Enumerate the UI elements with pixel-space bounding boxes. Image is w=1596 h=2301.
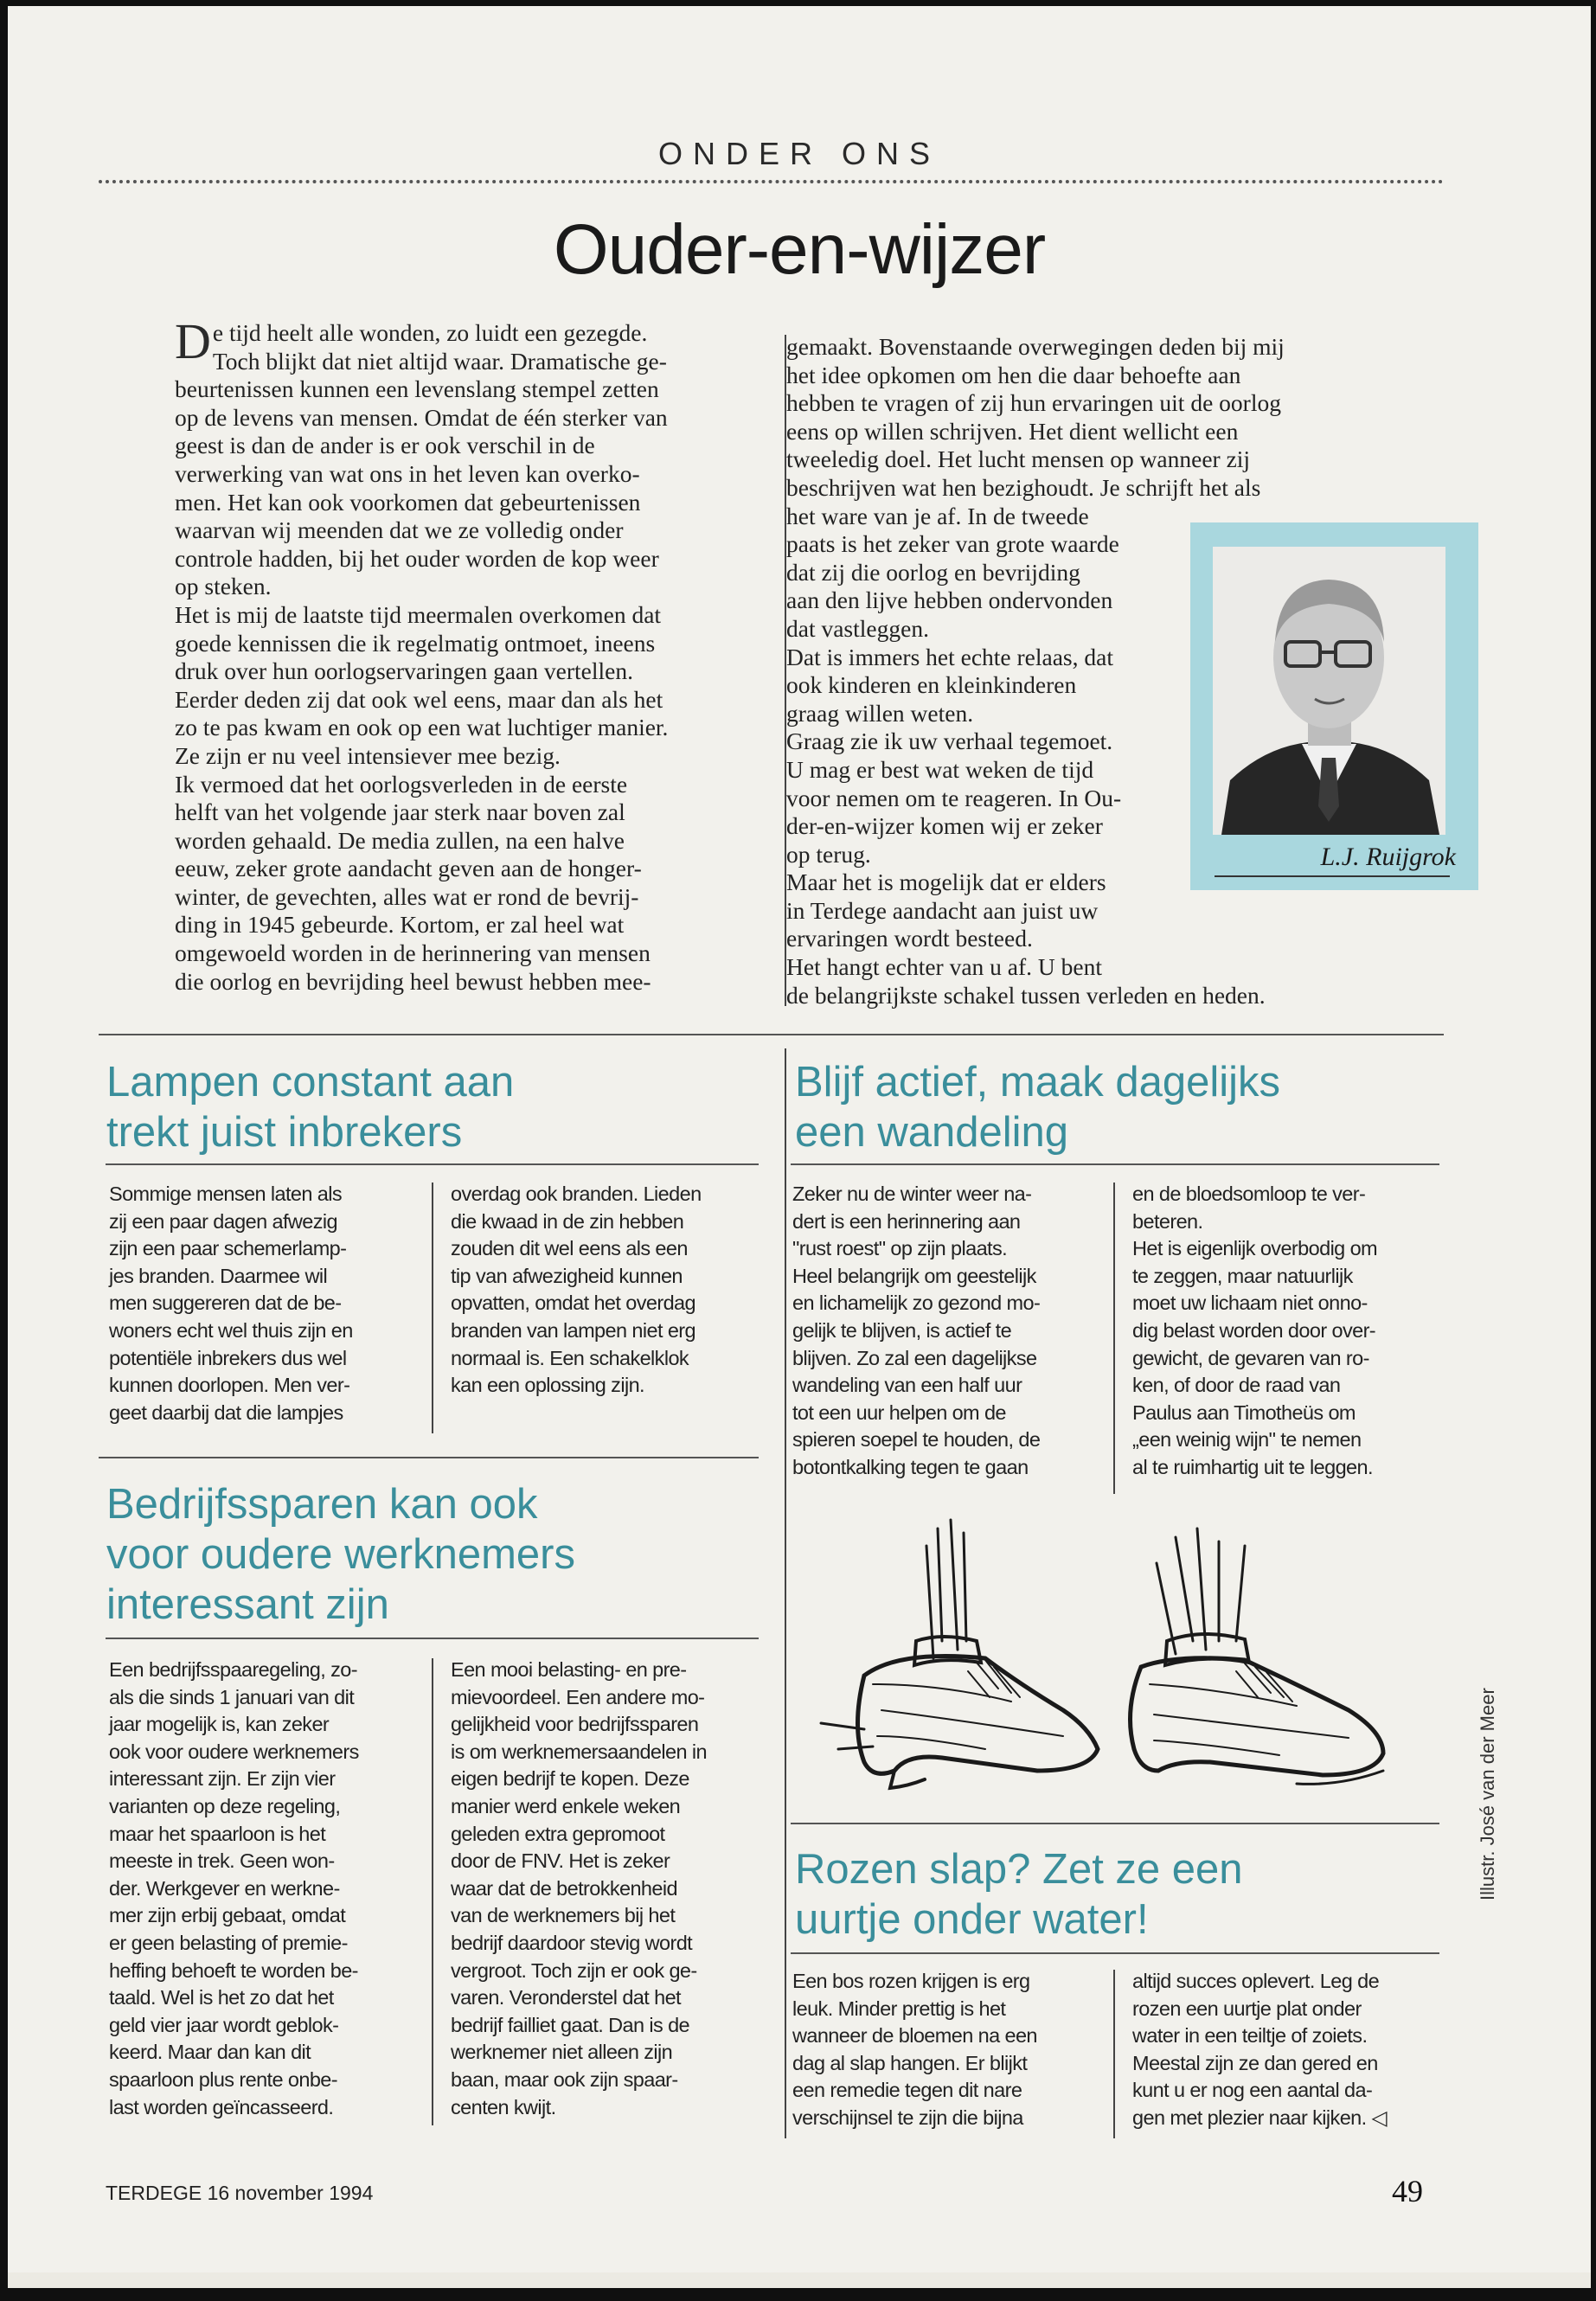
text-line: druk over hun oorlogservaringen gaan vertellen. [175, 657, 633, 685]
text-line: verwerking van wat ons in het leven kan overko- [175, 459, 640, 487]
headline-rule [791, 1163, 1439, 1165]
text-line: jes branden. Daarmee wil [109, 1264, 328, 1287]
text-line: dat zij die oorlog en bevrijding [786, 558, 1080, 586]
headline-line: trekt juist inbrekers [106, 1109, 463, 1156]
text-line: de belangrijkste schakel tussen verleden en heden. [786, 981, 1266, 1009]
column-divider [785, 1048, 786, 2138]
column-divider [1113, 1183, 1115, 1494]
text-line: overdag ook branden. Lieden [451, 1183, 702, 1205]
text-line: winter, de gevechten, alles wat er rond de bevrij- [175, 882, 639, 910]
text-line: wandeling van een half uur [792, 1374, 1022, 1397]
text-line: men. Het kan ook voorkomen dat gebeurtenissen [175, 488, 641, 516]
text-line: Sommige mensen laten als [109, 1183, 343, 1205]
text-line: waar dat de betrokkenheid [451, 1876, 677, 1900]
text-line: potentiële inbrekers dus wel [109, 1346, 347, 1369]
dotted-divider [99, 180, 1444, 183]
headline-line: uurtje onder water! [795, 1896, 1149, 1943]
text-line: gen met plezier naar kijken. ◁ [1132, 2106, 1387, 2129]
headline-line: Lampen constant aan [106, 1059, 515, 1106]
text-line: van de werknemers bij het [451, 1904, 676, 1927]
text-line: der-en-wijzer komen wij er zeker [786, 812, 1103, 840]
author-photo [1213, 547, 1445, 835]
text-line: ding in 1945 gebeurde. Kortom, er zal heel wat [175, 911, 625, 939]
text-line: altijd succes oplevert. Leg de [1132, 1970, 1380, 1992]
page-number: 49 [1392, 2174, 1423, 2208]
text-line: dat vastleggen. [786, 614, 929, 642]
text-line: gelijk te blijven, is actief te [792, 1318, 1012, 1342]
text-line: "rust roest" op zijn plaats. [792, 1237, 1008, 1260]
text-line: taald. Wel is het zo dat het [109, 1986, 334, 2009]
text-line: Een bos rozen krijgen is erg [792, 1970, 1030, 1992]
text-line: en de bloedsomloop te ver- [1132, 1183, 1366, 1205]
publication-footer: TERDEGE 16 november 1994 [106, 2182, 374, 2204]
text-line: „een weinig wijn" te nemen [1132, 1428, 1362, 1452]
text-line: op terug. [786, 840, 871, 868]
bottom-margin [8, 2272, 1591, 2288]
text-line: dig belast worden door over- [1132, 1318, 1376, 1342]
bedrijfssparen-column-1 [109, 1657, 420, 2121]
column-divider [432, 1183, 433, 1433]
headline-rule [791, 1952, 1439, 1954]
text-line: water in een teiltje of zoiets. [1132, 2024, 1368, 2048]
text-line: werknemer niet alleen zijn [451, 2041, 673, 2064]
text-line: tip van afwezigheid kunnen [451, 1264, 683, 1287]
text-line: ook kinderen en kleinkinderen [786, 671, 1077, 699]
text-line: al te ruimhartig uit te leggen. [1132, 1455, 1373, 1478]
text-line: geleden extra gepromoot [451, 1822, 665, 1845]
text-line: op steken. [175, 573, 272, 600]
headline-rule [106, 1638, 759, 1639]
text-line: zouden dit wel eens als een [451, 1237, 688, 1260]
text-line: vergroot. Toch zijn er ook ge- [451, 1958, 697, 1982]
text-line: varen. Veronderstel dat het [451, 1986, 681, 2009]
photo-caption: L.J. Ruijgrok [1320, 843, 1456, 871]
section-label: ONDER ONS [657, 136, 941, 171]
text-line: spaarloon plus rente onbe- [109, 2067, 337, 2091]
text-line: keerd. Maar dan kan dit [109, 2041, 311, 2064]
text-line: varianten op deze regeling, [109, 1794, 341, 1817]
text-line: te zeggen, maar natuurlijk [1132, 1264, 1353, 1287]
text-line: leuk. Minder prettig is het [792, 1997, 1006, 2020]
text-line: der. Werkgever en werkne- [109, 1876, 340, 1900]
text-line: controle hadden, bij het ouder worden de kop weer [175, 544, 659, 572]
headline-line: Bedrijfssparen kan ook [106, 1481, 538, 1528]
text-line: gelijkheid voor bedrijfssparen [451, 1713, 699, 1736]
text-line: eens op willen schrijven. Het dient wellicht een [786, 417, 1239, 445]
illustration-credit: Illustr. José van der Meer [1477, 1688, 1498, 1900]
text-line: geld vier jaar wordt geblok- [109, 2013, 339, 2036]
text-line: kunnen doorlopen. Men ver- [109, 1374, 350, 1397]
text-line: paats is het zeker van grote waarde [786, 530, 1119, 558]
headline-line: Rozen slap? Zet ze een [795, 1846, 1243, 1893]
caption-underline [1215, 875, 1450, 877]
drop-cap: D [175, 313, 211, 369]
text-line: rozen een uurtje plat onder [1132, 1997, 1362, 2020]
text-line: geet daarbij dat die lampjes [109, 1400, 343, 1424]
headline-line: voor oudere werknemers [106, 1531, 575, 1578]
text-line: centen kwijt. [451, 2095, 556, 2118]
text-line: als die sinds 1 januari van dit [109, 1685, 355, 1708]
text-line: is om werknemersaandelen in [451, 1740, 707, 1763]
text-line: meeste in trek. Geen won- [109, 1849, 335, 1873]
text-line: maar het spaarloon is het [109, 1822, 326, 1845]
text-line: manier werd enkele weken [451, 1794, 681, 1817]
text-line: U mag er best wat weken de tijd [786, 755, 1094, 783]
column-divider [1113, 1970, 1115, 2138]
wandeling-column-1 [792, 1181, 1104, 1482]
text-line: die kwaad in de zin hebben [451, 1209, 684, 1233]
text-line: graag willen weten. [786, 699, 974, 727]
headline-line: Blijf actief, maak dagelijks [795, 1059, 1281, 1106]
text-line: branden van lampen niet erg [451, 1318, 695, 1342]
text-line: kan een oplossing zijn. [451, 1374, 644, 1397]
text-line: bedrijf daardoor stevig wordt [451, 1931, 693, 1954]
text-line: moet uw lichaam niet onno- [1132, 1292, 1368, 1315]
bedrijfssparen-column-2 [451, 1657, 762, 2121]
text-line: kunt u er nog een aantal da- [1132, 2079, 1373, 2102]
text-line: Dat is immers het echte relaas, dat [786, 643, 1113, 670]
text-line: Het is eigenlijk overbodig om [1132, 1237, 1378, 1260]
text-line: in Terdege aandacht aan juist uw [786, 896, 1099, 924]
text-line: Ik vermoed dat het oorlogsverleden in de eerste [175, 770, 628, 798]
section-divider [99, 1034, 1444, 1035]
text-line: wanneer de bloemen na een [792, 2024, 1037, 2048]
headline-bedrijfssparen [106, 1479, 764, 1630]
text-line: gemaakt. Bovenstaande overwegingen deden bij mij [786, 333, 1285, 360]
section-divider [791, 1823, 1439, 1824]
text-line: Het hangt echter van u af. U bent [786, 953, 1102, 981]
headline-lampen [106, 1057, 764, 1157]
text-line: die oorlog en bevrijding heel bewust hebben mee- [175, 967, 651, 995]
text-line: geest is dan de ander is er ook verschil in de [175, 432, 595, 459]
text-line: Maar het is mogelijk dat er elders [786, 868, 1106, 896]
text-line: dert is een herinnering aan [792, 1209, 1021, 1233]
text-line: interessant zijn. Er zijn vier [109, 1767, 336, 1791]
text-line: eeuw, zeker grote aandacht geven aan de honger- [175, 855, 642, 882]
text-line: op de levens van mensen. Omdat de één sterker van [175, 403, 668, 431]
headline-wandeling [795, 1057, 1452, 1157]
text-line: Eerder deden zij dat ook wel eens, maar dan als het [175, 685, 663, 713]
text-line: Heel belangrijk om geestelijk [792, 1264, 1036, 1287]
intro-column-1 [175, 313, 754, 996]
text-line: zijn een paar schemerlamp- [109, 1237, 347, 1260]
walking-shoes-illustration [812, 1511, 1418, 1831]
text-line: last worden geïncasseerd. [109, 2095, 334, 2118]
text-line: men suggereren dat de be- [109, 1292, 342, 1315]
text-line: beschrijven wat hen bezighoudt. Je schrijft het als [786, 473, 1261, 501]
text-line: en lichamelijk zo gezond mo- [792, 1292, 1041, 1315]
text-line: spieren soepel te houden, de [792, 1428, 1041, 1452]
text-line: goede kennissen die ik regelmatig ontmoet, ineens [175, 629, 656, 657]
text-line: ervaringen wordt besteed. [786, 925, 1033, 952]
text-line: helft van het volgende jaar sterk naar boven zal [175, 798, 625, 826]
headline-rule [106, 1163, 759, 1165]
text-line: zo te pas kwam en ook op een wat luchtiger manier. [175, 714, 669, 741]
text-line: tweeledig doel. Het lucht mensen op wanneer zij [786, 445, 1251, 473]
rozen-column-1 [792, 1968, 1104, 2132]
text-line: Toch blijkt dat niet altijd waar. Dramatische ge- [212, 347, 667, 375]
text-line: e tijd heelt alle wonden, zo luidt een gezegde. [212, 319, 648, 346]
text-line: beteren. [1132, 1209, 1203, 1233]
text-line: worden gehaald. De media zullen, na een halve [175, 826, 625, 854]
headline-line: een wandeling [795, 1109, 1069, 1156]
text-line: Meestal zijn ze dan gered en [1132, 2051, 1378, 2074]
text-line: botontkalking tegen te gaan [792, 1455, 1029, 1478]
text-line: woners echt wel thuis zijn en [109, 1318, 353, 1342]
wandeling-column-2 [1132, 1181, 1444, 1482]
text-line: door de FNV. Het is zeker [451, 1849, 670, 1873]
text-line: beurtenissen kunnen een levenslang stempel zetten [175, 375, 659, 403]
text-line: blijven. Zo zal een dagelijkse [792, 1346, 1037, 1369]
text-line: Zeker nu de winter weer na- [792, 1183, 1032, 1205]
intro-column-1-text [175, 313, 754, 996]
text-line: Ze zijn er nu veel intensiever mee bezig. [175, 741, 561, 769]
column-divider [432, 1658, 433, 2125]
text-line: Paulus aan Timotheüs om [1132, 1400, 1356, 1424]
page-title: Ouder-en-wijzer [553, 210, 1046, 289]
text-line: normaal is. Een schakelklok [451, 1346, 689, 1369]
text-line: het idee opkomen om hen die daar behoefte aan [786, 361, 1241, 388]
text-line: mievoordeel. Een andere mo- [451, 1685, 705, 1708]
text-line: er geen belasting of premie- [109, 1931, 348, 1954]
text-line: mer zijn erbij gebaat, omdat [109, 1904, 346, 1927]
text-line: dag al slap hangen. Er blijkt [792, 2051, 1028, 2074]
lampen-column-2 [451, 1181, 762, 1400]
text-line: bedrijf failliet gaat. Dan is de [451, 2013, 690, 2036]
text-line: opvatten, omdat het overdag [451, 1292, 695, 1315]
text-line: Een bedrijfsspaaregeling, zo- [109, 1658, 357, 1681]
magazine-page [8, 6, 1591, 2288]
text-line: eigen bedrijf te kopen. Deze [451, 1767, 689, 1791]
lampen-column-1 [109, 1181, 420, 1426]
text-line: gewicht, de gevaren van ro- [1132, 1346, 1369, 1369]
text-line: hebben te vragen of zij hun ervaringen uit de oorlog [786, 389, 1281, 417]
text-line: ook voor oudere werknemers [109, 1740, 359, 1763]
text-line: verschijnsel te zijn die bijna [792, 2106, 1023, 2129]
headline-line: interessant zijn [106, 1581, 389, 1628]
section-divider [99, 1457, 759, 1458]
text-line: tot een uur helpen om de [792, 1400, 1006, 1424]
text-line: een remedie tegen dit nare [792, 2079, 1022, 2102]
text-line: Het is mij de laatste tijd meermalen overkomen dat [175, 600, 662, 628]
text-line: heffing behoeft te worden be- [109, 1958, 358, 1982]
text-line: omgewoeld worden in de herinnering van mensen [175, 939, 651, 967]
headline-rozen [795, 1844, 1452, 1945]
text-line: waarvan wij meenden dat we ze volledig onder [175, 516, 624, 544]
text-line: voor nemen om te reageren. In Ou- [786, 784, 1122, 811]
text-line: Graag zie ik uw verhaal tegemoet. [786, 727, 1113, 755]
rozen-column-2 [1132, 1968, 1444, 2132]
text-line: zij een paar dagen afwezig [109, 1209, 337, 1233]
text-line: baan, maar ook zijn spaar- [451, 2067, 678, 2091]
text-line: jaar mogelijk is, kan zeker [109, 1713, 330, 1736]
text-line: aan den lijve hebben ondervonden [786, 586, 1113, 614]
text-line: Een mooi belasting- en pre- [451, 1658, 687, 1681]
text-line: het ware van je af. In de tweede [786, 502, 1089, 529]
text-line: ken, of door de raad van [1132, 1374, 1341, 1397]
